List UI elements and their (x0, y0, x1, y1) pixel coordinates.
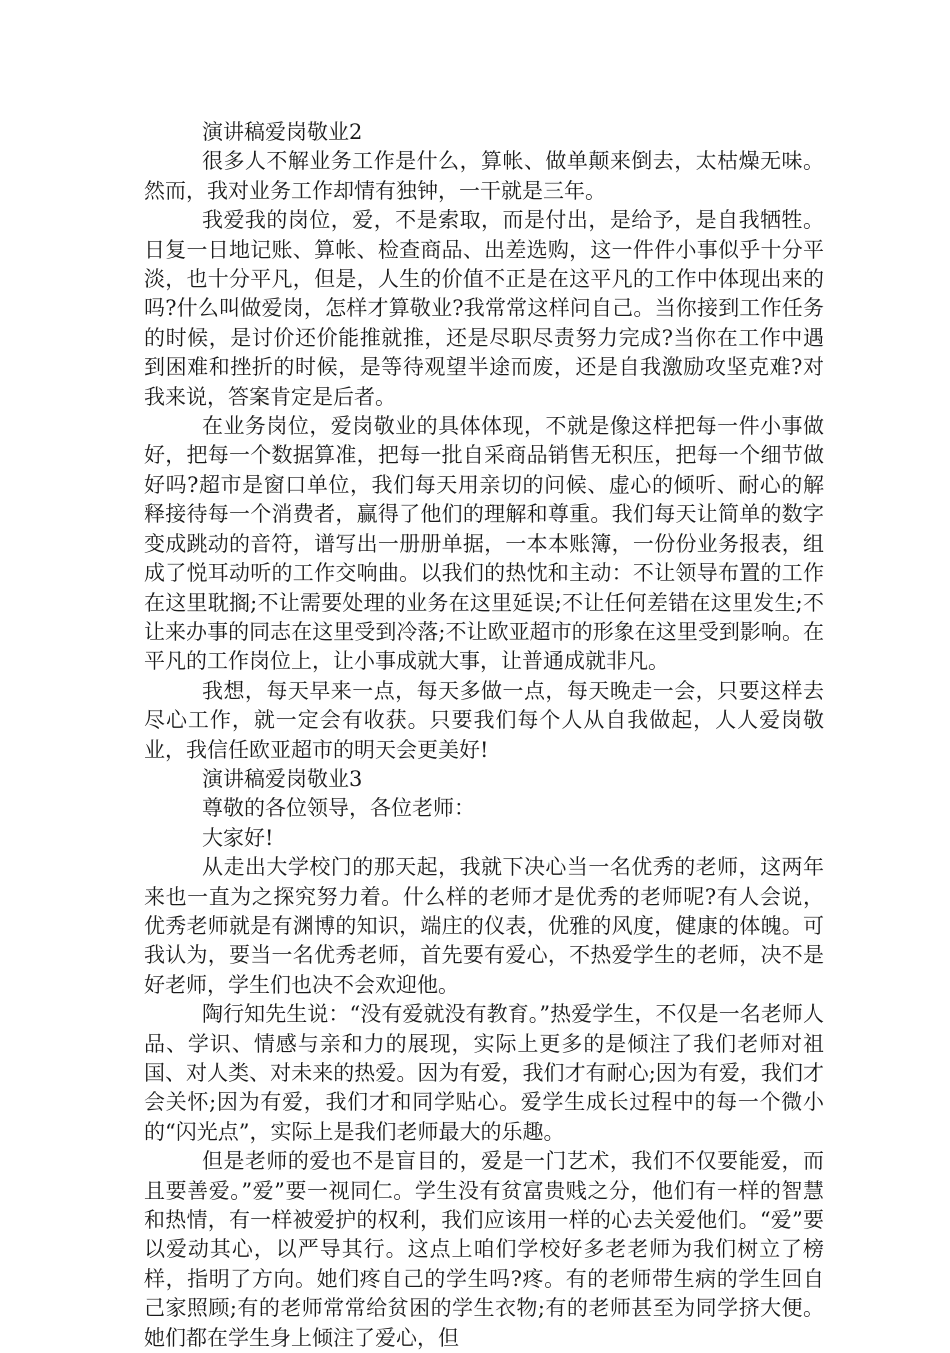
section-2-paragraph-1: 很多人不解业务工作是什么，算帐、做单颠来倒去，太枯燥无味。然而，我对业务工作却情有独钟，一干就是三年。 (144, 149, 824, 203)
section-3-paragraph-3: 但是老师的爱也不是盲目的，爱是一门艺术，我们不仅要能爱，而且要善爱。”爱”要一视同仁。学生没有贫富贵贱之分，他们有一样的智慧和热情，有一样被爱护的权利，我们应该用一样的心去关爱他们。“爱”要以爱动其心，以严导其行。这点上咱们学校好多老老师为我们树立了榜样，指明了方向。她们疼自己的学生吗?疼。有的老师带生病的学生回自己家照顾;有的老师常常给贫困的学生衣物;有的老师甚至为同学挤大便。她们都在学生身上倾注了爱心，但 (144, 1149, 824, 1350)
section-3-paragraph-2: 陶行知先生说：“没有爱就没有教育。”热爱学生，不仅是一名老师人品、学识、情感与亲和力的展现，实际上更多的是倾注了我们老师对祖国、对人类、对未来的热爱。因为有爱，我们才有耐心;因为有爱，我们才会关怀;因为有爱，我们才和同学贴心。爱学生成长过程中的每一个微小的“闪光点”，实际上是我们老师最大的乐趣。 (144, 1002, 824, 1144)
section-2-paragraph-2: 我爱我的岗位，爱，不是索取，而是付出，是给予，是自我牺牲。日复一日地记账、算帐、检查商品、出差选购，这一件件小事似乎十分平淡，也十分平凡，但是，人生的价值不正是在这平凡的工作中体现出来的吗?什么叫做爱岗，怎样才算敬业?我常常这样问自己。当你接到工作任务的时候，是讨价还价能推就推，还是尽职尽责努力完成?当你在工作中遇到困难和挫折的时候，是等待观望半途而废，还是自我激励攻坚克难?对我来说，答案肯定是后者。 (144, 208, 824, 409)
section-3-paragraph-1: 从走出大学校门的那天起，我就下决心当一名优秀的老师，这两年来也一直为之探究努力着。什么样的老师才是优秀的老师呢?有人会说，优秀老师就是有渊博的知识，端庄的仪表，优雅的风度，健康的体魄。可我认为，要当一名优秀老师，首先要有爱心，不热爱学生的老师，决不是好老师，学生们也决不会欢迎他。 (144, 855, 824, 997)
section-2-title: 演讲稿爱岗敬业2 (202, 120, 363, 144)
document-page (144, 118, 824, 1353)
section-2-paragraph-3: 在业务岗位，爱岗敬业的具体体现，不就是像这样把每一件小事做好，把每一个数据算准，把每一批自采商品销售无积压，把每一个细节做好吗?超市是窗口单位，我们每天用亲切的问候、虚心的倾听、耐心的解释接待每一个消费者，赢得了他们的理解和尊重。我们每天让简单的数字变成跳动的音符，谱写出一册册单据，一本本账簿，一份份业务报表，组成了悦耳动听的工作交响曲。以我们的热忱和主动：不让领导布置的工作在这里耽搁;不让需要处理的业务在这里延误;不让任何差错在这里发生;不让来办事的同志在这里受到冷落;不让欧亚超市的形象在这里受到影响。在平凡的工作岗位上，让小事成就大事，让普通成就非凡。 (144, 414, 824, 674)
section-3-greeting: 大家好! (202, 825, 274, 850)
section-3-salutation: 尊敬的各位领导，各位老师： (202, 796, 475, 821)
section-3-title: 演讲稿爱岗敬业3 (202, 766, 363, 791)
section-2-paragraph-4: 我想，每天早来一点，每天多做一点，每天晚走一会，只要这样去尽心工作，就一定会有收获。只要我们每个人从自我做起，人人爱岗敬业，我信任欧亚超市的明天会更美好! (144, 678, 824, 762)
